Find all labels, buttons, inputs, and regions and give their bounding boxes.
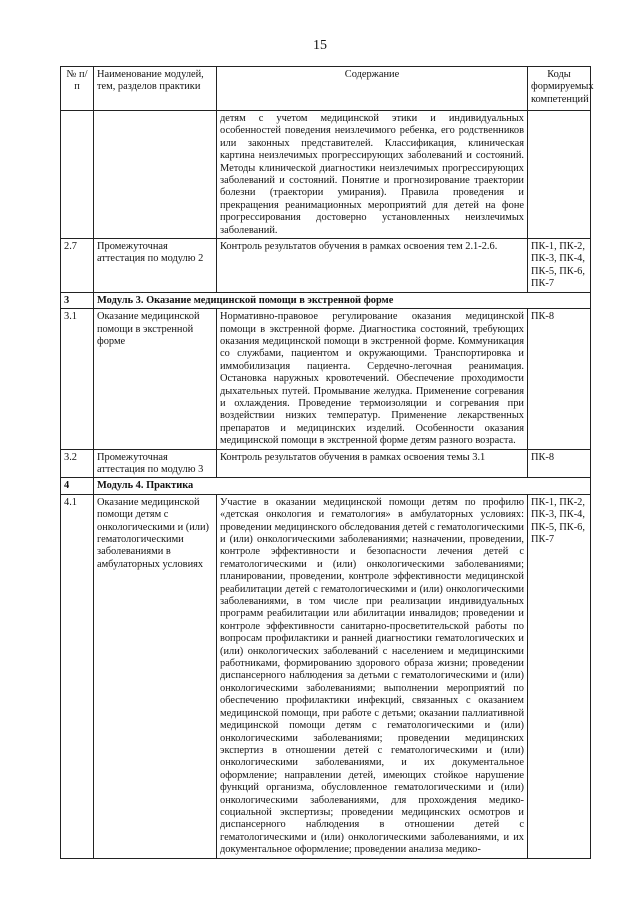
row-name: Оказание медицинской помощи детям с онкологическими и (или) гематологическими заболеваниями в амбулаторных условиях — [94, 494, 217, 858]
row-content: Участие в оказании медицинской помощи детям по профилю «детская онкология и гематология» в амбулаторных условиях: проведении медицинского обследования детей с гематологическими и (или) онкологическими заболеваниями; назначении, проведении, контроле эффективности и безопасности лечения детей с гематологическими и (или) онкологическими заболеваниями; планировании, проведении, контроле эффективности медицинской реабилитации детей с гематологическими и (или) онкологическими заболеваниями, в том числе при реализации индивидуальных программ реабилитации или абилитации инвалидов; проведении и контроле эффективности санитарно-просветительской работы по вопросам профилактики и ранней диагностики гематологических и (или) онкологических заболеваний с населением и медицинскими работниками, формированию здорового образа жизни; проведении диспансерного наблюдения за детьми с гематологическими и (или) онкологическими заболеваниями; выполнении мероприятий по обеспечению профилактики инфекций, связанных с оказанием медицинской помощи, при работе с детьми; оказании паллиативной медицинской помощи детям с гематологическими и (или) онкологическими заболеваниями; проведении медицинских экспертиз в отношении детей с гематологическими и (или) онкологическими заболеваниями, и их документальное оформление; направлении детей, имеющих стойкое нарушение функций организма, обусловленное гематологическими и (или) онкологическими заболеваниями, для прохождения медико-социальной экспертизы; проведении медицинских осмотров и диспансерного наблюдения в отношении детей с гематологическими и (или) онкологическими заболеваниями, и их документальное оформление; проведении анализа медико- — [217, 494, 528, 858]
module-number: 4 — [61, 478, 94, 494]
module-row — [61, 292, 591, 308]
row-number: 3.1 — [61, 309, 94, 449]
row-codes: ПК-1, ПК-2, ПК-3, ПК-4, ПК-5, ПК-6, ПК-7 — [528, 494, 591, 858]
table-row — [61, 494, 591, 858]
table-row — [61, 239, 591, 293]
row-content: Контроль результатов обучения в рамках освоения темы 3.1 — [217, 449, 528, 478]
row-name: Промежуточная аттестация по модулю 3 — [94, 449, 217, 478]
page-number: 15 — [313, 38, 327, 53]
table-row — [61, 309, 591, 449]
header-number: № п/п — [61, 67, 94, 111]
row-codes — [528, 111, 591, 239]
row-codes: ПК-8 — [528, 449, 591, 478]
row-number: 2.7 — [61, 239, 94, 293]
row-name: Промежуточная аттестация по модулю 2 — [94, 239, 217, 293]
table-row — [61, 449, 591, 478]
row-number: 4.1 — [61, 494, 94, 858]
table-header-row — [61, 67, 591, 111]
module-title: Модуль 3. Оказание медицинской помощи в экстренной форме — [94, 292, 591, 308]
module-number: 3 — [61, 292, 94, 308]
row-content: детям с учетом медицинской этики и индивидуальных особенностей поведения неизлечимого ребенка, его родственников или законных представителей. Классификация, клиническая картина неизлечимых прогрессирующих заболеваний и состояний. Методы клинической диагностики неизлечимых прогрессирующих заболеваний и состояний. Понятие и прогнозирование траектории болезни (траектории умирания). Правила проведения и прекращения реанимационных мероприятий для детей на фоне прогрессирования достоверно установленных неизлечимых заболеваний. — [217, 111, 528, 239]
header-name: Наименование модулей, тем, разделов практики — [94, 67, 217, 111]
curriculum-table — [60, 66, 594, 859]
row-content: Нормативно-правовое регулирование оказания медицинской помощи в экстренной форме. Диагностика состояний, требующих оказания медицинской помощи в экстренной форме. Коммуникация со службами, пациентом и окружающими. Транспортировка и иммобилизация пациента. Сердечно-легочная реанимация. Остановка наружных кровотечений. Обеспечение проходимости дыхательных путей. Промывание желудка. Применение согревания и охлаждения. Проведение термоизоляции и согревания при воздействии низких температур. Применение лекарственных препаратов и медицинских изделий. Особенности оказания медицинской помощи в экстренной форме детям разного возраста. — [217, 309, 528, 449]
row-name — [94, 111, 217, 239]
row-number — [61, 111, 94, 239]
module-row — [61, 478, 591, 494]
module-title: Модуль 4. Практика — [94, 478, 591, 494]
row-number: 3.2 — [61, 449, 94, 478]
row-content: Контроль результатов обучения в рамках освоения тем 2.1-2.6. — [217, 239, 528, 293]
row-codes: ПК-1, ПК-2, ПК-3, ПК-4, ПК-5, ПК-6, ПК-7 — [528, 239, 591, 293]
header-codes: Коды формируемых компетенций — [528, 67, 591, 111]
table-row — [61, 111, 591, 239]
row-name: Оказание медицинской помощи в экстренной форме — [94, 309, 217, 449]
header-content: Содержание — [217, 67, 528, 111]
row-codes: ПК-8 — [528, 309, 591, 449]
